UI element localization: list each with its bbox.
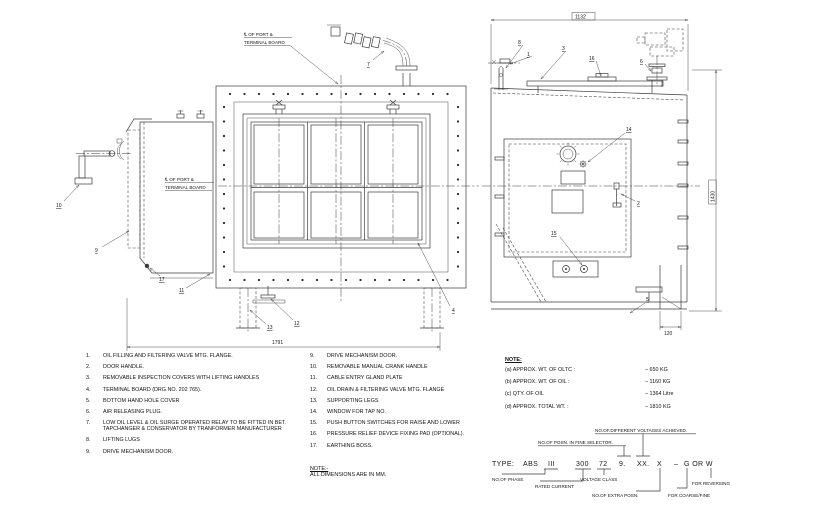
part-text: LOW OIL LEVEL & OIL SURGE OPERATED RELAY TO BE FITTED IN BET. TAPCHANGER & CONSERVATOR BY TRANFORMER MANUFACTURER bbox=[103, 420, 287, 433]
list-item bbox=[310, 353, 502, 359]
part-text: AIR RELEASING PLUG. bbox=[103, 408, 163, 415]
part-text: OIL DRAIN & FILTERING VALVE MTG. FLANGE bbox=[327, 386, 445, 393]
right-side-view bbox=[482, 13, 722, 338]
part-number: 9. bbox=[86, 448, 91, 455]
list-item bbox=[310, 398, 502, 404]
weight-note-title: NOTE: bbox=[505, 357, 522, 363]
note-value: – 1364 Litre bbox=[645, 391, 674, 398]
part-number: 16. bbox=[310, 431, 318, 438]
note-label: (c) QTY. OF OIL bbox=[505, 391, 544, 398]
type-seg-phase: III bbox=[548, 461, 556, 468]
part-text: BOTTOM HAND HOLE COVER bbox=[103, 397, 180, 404]
list-item bbox=[86, 364, 304, 370]
callout-1: 1 bbox=[527, 52, 530, 58]
type-seg-dash: – bbox=[674, 461, 679, 468]
part-text: DRIVE MECHANISM DOOR. bbox=[103, 448, 174, 455]
svg-text:℄ OF PORT &: ℄ OF PORT & bbox=[244, 32, 273, 37]
callout-3: 3 bbox=[562, 46, 565, 52]
part-number: 2. bbox=[86, 364, 91, 371]
part-number: 5. bbox=[86, 397, 91, 404]
part-number: 8. bbox=[86, 437, 91, 444]
dim-1791 bbox=[127, 298, 440, 351]
note-row bbox=[505, 379, 755, 385]
list-item bbox=[310, 420, 502, 426]
list-item bbox=[310, 409, 502, 415]
label-phase: NO.OF PHASE bbox=[492, 477, 524, 482]
type-seg-abs: ABS bbox=[523, 461, 539, 468]
dimension-note-title: NOTE:- bbox=[310, 466, 329, 472]
dim-side-width: 1132 bbox=[575, 14, 586, 21]
mechanism-door bbox=[504, 139, 631, 277]
part-number: 17. bbox=[310, 442, 318, 449]
part-text: CABLE ENTRY GLAND PLATE bbox=[327, 375, 403, 382]
dim-front-width: 1791 bbox=[272, 340, 284, 346]
list-item bbox=[86, 437, 304, 443]
type-prefix: TYPE: bbox=[492, 461, 515, 468]
list-item bbox=[86, 387, 304, 393]
parts-list-col1 bbox=[86, 353, 304, 460]
note-value: – 1160 KG bbox=[645, 379, 671, 386]
part-number: 10. bbox=[310, 364, 318, 371]
callout-9: 9 bbox=[95, 248, 98, 254]
callout-17: 17 bbox=[159, 277, 165, 283]
dimension-note bbox=[310, 466, 386, 479]
list-item bbox=[86, 375, 304, 381]
callout-7: 7 bbox=[367, 62, 370, 68]
part-text: REMOVABLE INSPECTION COVERS WITH LIFTING HANDLES bbox=[103, 375, 260, 382]
label-extra-posn: NO.OF EXTRA POSN. bbox=[592, 493, 639, 498]
part-text: PRESSURE RELIEF DEVICE FIXING PAD (OPTIONAL). bbox=[327, 431, 465, 438]
part-number: 7. bbox=[86, 420, 91, 427]
list-item bbox=[310, 387, 502, 393]
callout-2: 2 bbox=[637, 201, 640, 207]
svg-text:℄ OF PORT &: ℄ OF PORT & bbox=[165, 177, 194, 182]
label-rated-current: RATED CURRENT bbox=[535, 484, 574, 489]
svg-text:TERMINAL BOARD: TERMINAL BOARD bbox=[165, 185, 206, 190]
callout-16: 16 bbox=[589, 56, 595, 62]
part-number: 3. bbox=[86, 375, 91, 382]
list-item bbox=[86, 449, 304, 455]
list-item bbox=[310, 364, 502, 370]
callout-4: 4 bbox=[452, 308, 455, 314]
part-text: LIFTING LUGS bbox=[103, 437, 140, 444]
part-number: 14. bbox=[310, 408, 318, 415]
type-seg-fine: 9. bbox=[619, 461, 626, 468]
list-item bbox=[310, 375, 502, 381]
callout-6: 6 bbox=[640, 59, 643, 65]
part-number: 13. bbox=[310, 397, 318, 404]
part-text: SUPPORTING LEGS bbox=[327, 397, 379, 404]
dimension-note-text: ALL DIMENSIONS ARE IN MM. bbox=[310, 472, 387, 479]
callout-10: 10 bbox=[56, 203, 62, 209]
note-row bbox=[505, 367, 755, 373]
top-cover bbox=[488, 29, 683, 93]
dim-1430 bbox=[689, 70, 722, 311]
callout-11: 11 bbox=[179, 288, 185, 294]
part-text: OIL FILLING AND FILTERING VALVE MTG. FLANGE. bbox=[103, 353, 233, 359]
type-seg-current: 300 bbox=[576, 461, 589, 468]
callout-14: 14 bbox=[626, 127, 632, 133]
callout-15: 15 bbox=[551, 231, 557, 237]
drain-valve bbox=[253, 286, 285, 303]
note-value: – 650 KG bbox=[645, 367, 668, 373]
dim-120 bbox=[660, 311, 681, 337]
type-code-diagram bbox=[478, 420, 778, 512]
part-number: 1. bbox=[86, 353, 91, 359]
weight-note bbox=[505, 357, 755, 416]
label-reversing: FOR REVERSING bbox=[692, 481, 731, 486]
part-number: 4. bbox=[86, 386, 91, 393]
list-item bbox=[310, 431, 502, 437]
part-text: EARTHING BOSS. bbox=[327, 442, 373, 449]
parts-list-col2 bbox=[310, 353, 502, 454]
svg-text:TERMINAL BOARD: TERMINAL BOARD bbox=[244, 40, 285, 45]
part-text: DRIVE MECHANISM DOOR. bbox=[327, 353, 398, 359]
type-seg-extra: X bbox=[657, 461, 663, 468]
part-text: TERMINAL BOARD (DRG.NO. 202 765). bbox=[103, 386, 202, 393]
part-text: DOOR HANDLE. bbox=[103, 364, 145, 371]
callout-13: 13 bbox=[267, 325, 273, 331]
note-label: (a) APPROX. WT. OF OLTC : bbox=[505, 367, 575, 373]
list-item bbox=[86, 398, 304, 404]
crank-handle bbox=[75, 151, 132, 184]
left-side-view bbox=[56, 110, 214, 294]
label-coarse-fine: FOR COARSE/FINE bbox=[668, 493, 711, 498]
note-label: (b) APPROX. WT. OF OIL : bbox=[505, 379, 570, 386]
type-seg-voltage: 72 bbox=[599, 461, 608, 468]
dim-base-width: 120 bbox=[664, 331, 673, 337]
terminal-board bbox=[243, 114, 430, 248]
part-number: 15. bbox=[310, 420, 318, 427]
list-item bbox=[86, 353, 304, 359]
part-text: PUSH BUTTON SWITCHES FOR RAISE AND LOWER bbox=[327, 420, 460, 427]
type-seg-gw: G OR W bbox=[684, 461, 713, 468]
dim-side-height: 1430 bbox=[710, 190, 717, 202]
list-item bbox=[86, 409, 304, 415]
surge-relay-pipe bbox=[327, 25, 417, 86]
note-row bbox=[505, 404, 755, 410]
part-text: WINDOW FOR TAP NO. bbox=[327, 408, 386, 415]
dim-1132 bbox=[491, 13, 688, 92]
list-item bbox=[86, 420, 304, 432]
callout-12: 12 bbox=[294, 321, 300, 327]
part-number: 6. bbox=[86, 408, 91, 415]
note-row bbox=[505, 391, 755, 397]
callout-8: 8 bbox=[518, 40, 521, 46]
part-text: REMOVABLE MANUAL CRANK HANDLE bbox=[327, 364, 428, 371]
type-seg-voltages: XX. bbox=[637, 461, 650, 468]
note-value: – 1810 KG bbox=[645, 403, 671, 410]
label-voltage-class: VOLTAGE CLASS bbox=[580, 477, 618, 482]
list-item bbox=[310, 443, 502, 449]
label-fine-selector: NO.OF POSN. IN FINE SELECTOR. bbox=[538, 440, 613, 445]
label-voltages: NO.OF.DIFFERENT VOLTAGES ACHIEVED. bbox=[595, 428, 688, 433]
part-number: 12. bbox=[310, 386, 318, 393]
port-label-side bbox=[164, 177, 214, 191]
port-label-top bbox=[243, 32, 338, 84]
flange-ticks bbox=[495, 120, 688, 249]
part-number: 11. bbox=[310, 375, 318, 382]
part-number: 9. bbox=[310, 353, 315, 359]
note-label: (d) APPROX. TOTAL WT. : bbox=[505, 403, 569, 410]
callout-5: 5 bbox=[646, 297, 649, 303]
